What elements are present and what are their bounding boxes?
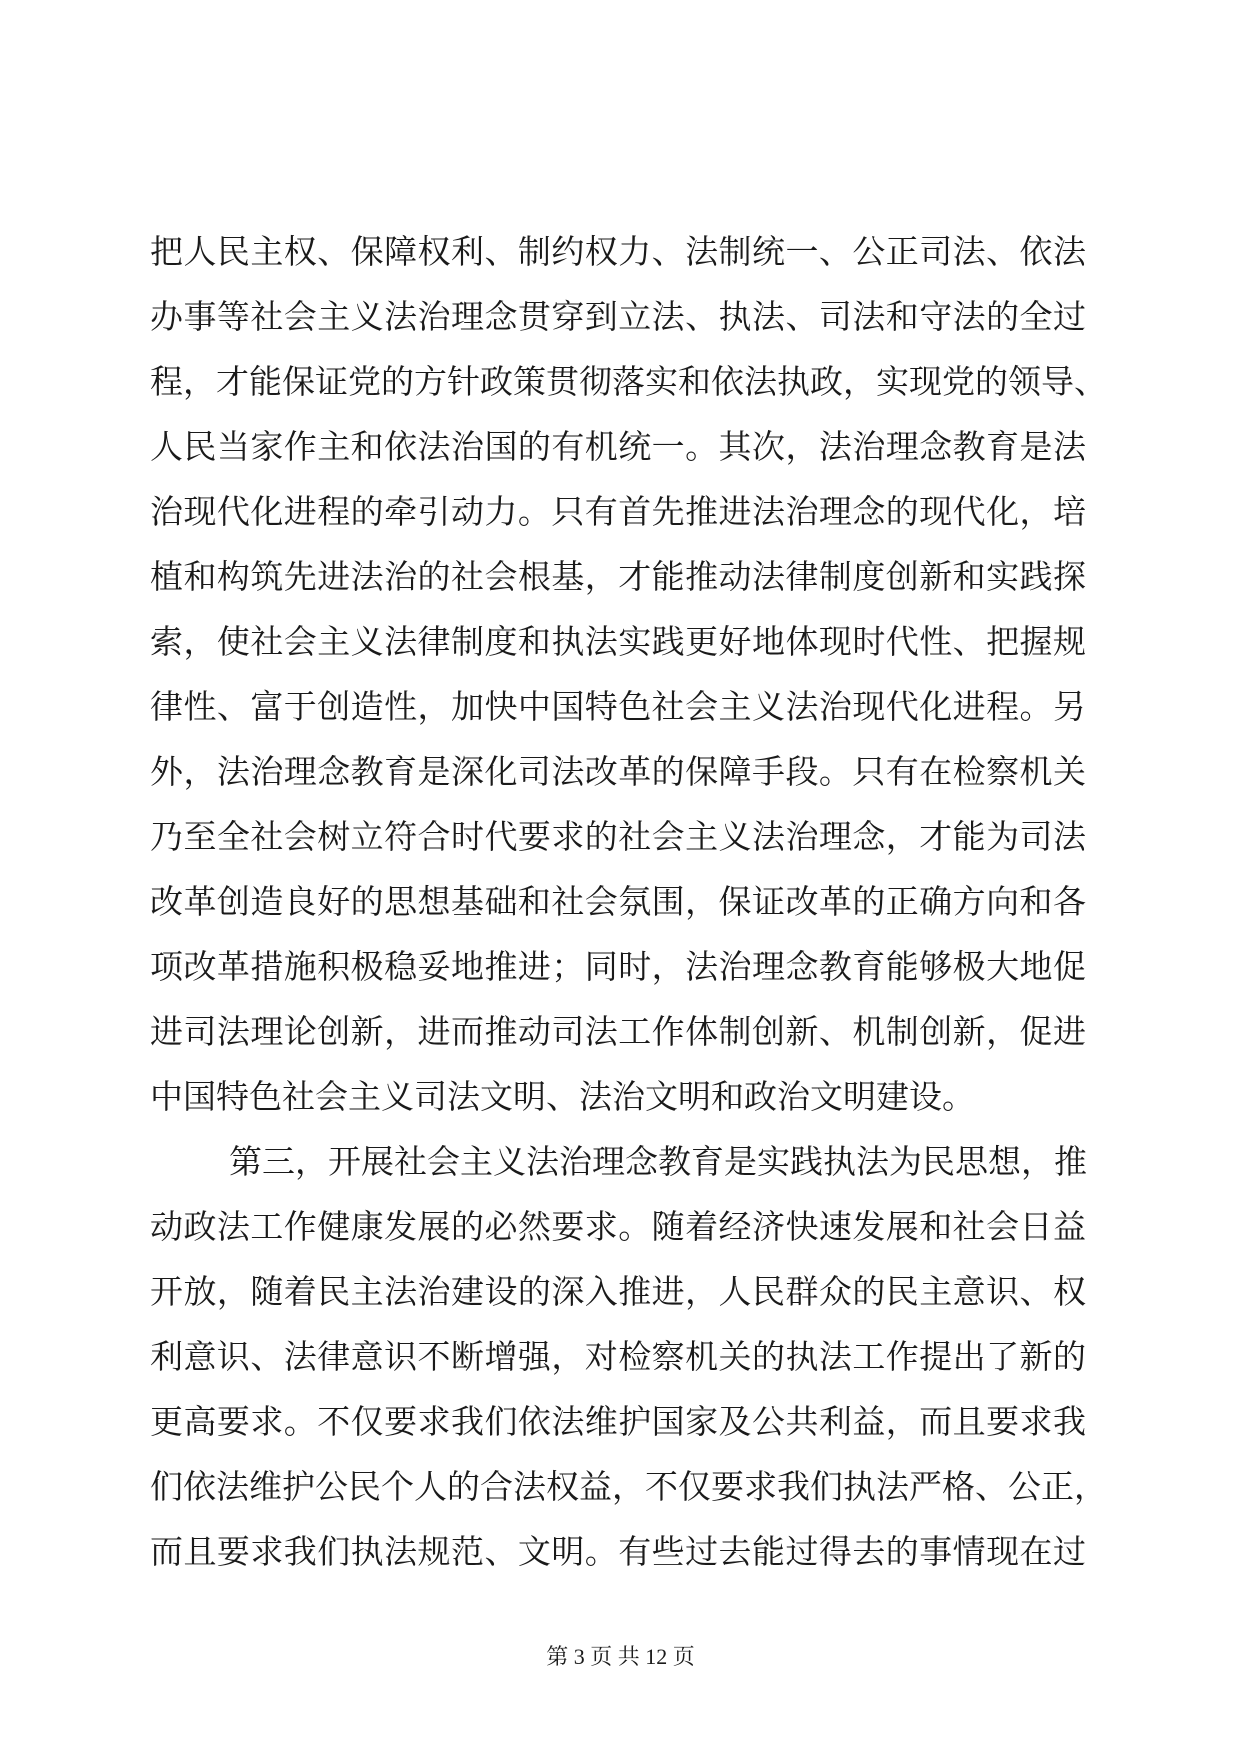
- text-line-14: 中国特色社会主义司法文明、法治文明和政治文明建设。: [150, 1077, 975, 1116]
- text-line-1: 把人民主权、保障权利、制约权力、法制统一、公正司法、依法: [150, 232, 1086, 271]
- text-line-17: 开放，随着民主法治建设的深入推进，人民群众的民主意识、权: [150, 1272, 1086, 1311]
- text-line-21: 而且要求我们执法规范、文明。有些过去能过得去的事情现在过: [150, 1532, 1086, 1571]
- text-line-4: 人民当家作主和依法治国的有机统一。其次，法治理念教育是法: [150, 427, 1086, 466]
- text-line-12: 项改革措施积极稳妥地推进；同时，法治理念教育能够极大地促: [150, 947, 1086, 986]
- text-line-11: 改革创造良好的思想基础和社会氛围，保证改革的正确方向和各: [150, 882, 1086, 921]
- text-line-20: 们依法维护公民个人的合法权益，不仅要求我们执法严格、公正，: [150, 1467, 1107, 1506]
- text-line-2: 办事等社会主义法治理念贯穿到立法、执法、司法和守法的全过: [150, 297, 1086, 336]
- text-line-19: 更高要求。不仅要求我们依法维护国家及公共利益，而且要求我: [150, 1402, 1086, 1441]
- text-line-18: 利意识、法律意识不断增强，对检察机关的执法工作提出了新的: [150, 1337, 1086, 1376]
- text-line-16: 动政法工作健康发展的必然要求。随着经济快速发展和社会日益: [150, 1207, 1086, 1246]
- text-line-6: 植和构筑先进法治的社会根基，才能推动法律制度创新和实践探: [150, 557, 1086, 596]
- page-number: 第 3 页 共 12 页: [546, 1644, 695, 1669]
- text-line-9: 外，法治理念教育是深化司法改革的保障手段。只有在检察机关: [150, 752, 1086, 791]
- text-line-3: 程，才能保证党的方针政策贯彻落实和依法执政，实现党的领导、: [150, 362, 1107, 401]
- text-line-10: 乃至全社会树立符合时代要求的社会主义法治理念，才能为司法: [150, 817, 1086, 856]
- paragraph-start-line: 第三，开展社会主义法治理念教育是实践执法为民思想，推: [229, 1142, 1087, 1181]
- text-line-7: 索，使社会主义法律制度和执法实践更好地体现时代性、把握规: [150, 622, 1086, 661]
- text-line-13: 进司法理论创新，进而推动司法工作体制创新、机制创新，促进: [150, 1012, 1086, 1051]
- text-line-8: 律性、富于创造性，加快中国特色社会主义法治现代化进程。另: [150, 687, 1086, 726]
- text-line-5: 治现代化进程的牵引动力。只有首先推进法治理念的现代化，培: [150, 492, 1086, 531]
